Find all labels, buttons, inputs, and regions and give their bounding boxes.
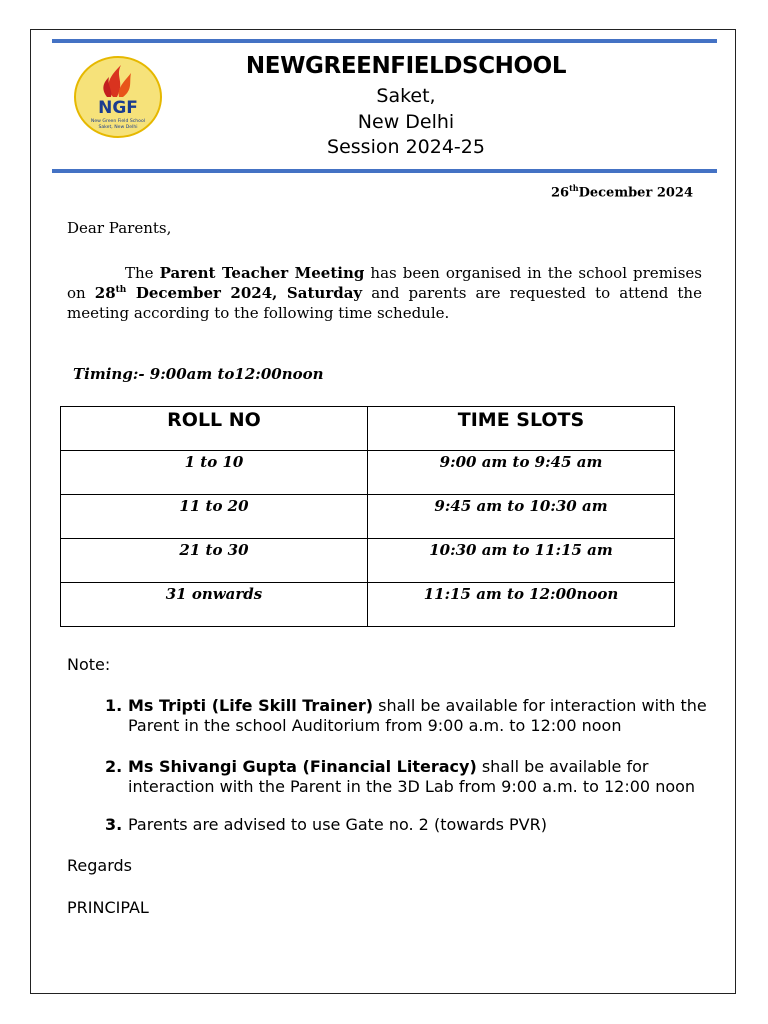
table-row [61, 583, 675, 627]
salutation: Dear Parents, [67, 219, 172, 237]
header-roll-no: ROLL NO [61, 407, 368, 451]
date-suffix: th [569, 183, 579, 193]
school-location-line2: New Delhi [357, 111, 455, 133]
slot-cell: 10:30 am to 11:15 am [368, 539, 675, 583]
date-day: 26 [550, 185, 570, 201]
roll-cell: 21 to 30 [61, 539, 368, 583]
note-bold: Ms Shivangi Gupta (Financial Literacy) [128, 757, 477, 776]
logo-text-line1: New Green Field School [90, 119, 146, 124]
para-meeting-date: 28th December 2024, Saturday [94, 284, 363, 302]
header-time-slots: TIME SLOTS [368, 407, 675, 451]
slot-cell: 11:15 am to 12:00noon [368, 583, 675, 627]
table-row [61, 539, 675, 583]
note-text: Parents are advised to use Gate no. 2 (towards PVR) [128, 815, 547, 834]
note-number: 2. [105, 757, 123, 776]
school-logo [73, 55, 163, 139]
note-number: 3. [105, 815, 123, 834]
note-bold: Ms Tripti (Life Skill Trainer) [128, 696, 374, 715]
letter-date [551, 183, 693, 200]
roll-cell: 1 to 10 [61, 451, 368, 495]
para-text-1: The [125, 264, 160, 282]
school-name: NEWGREENFIELDSCHOOL [245, 53, 567, 79]
para-text-2: has been organised in the school premises on [67, 264, 702, 302]
note-heading: Note: [67, 655, 111, 674]
note-number: 1. [105, 696, 123, 715]
school-location-line1: Saket, [376, 85, 436, 107]
school-session: Session 2024-25 [327, 136, 485, 158]
para-text-3: and parents are requested to attend the meeting according to the following time schedule. [67, 284, 702, 322]
letter-paragraph [67, 263, 702, 323]
header-rule-top [52, 39, 717, 43]
note-text: shall be available for interaction with the Parent in the school Auditorium from 9:00 a.m. to 12:00 noon [128, 696, 707, 735]
header-rule-bottom [52, 169, 717, 173]
roll-cell: 31 onwards [61, 583, 368, 627]
table-row [61, 451, 675, 495]
slot-cell: 9:45 am to 10:30 am [368, 495, 675, 539]
logo-initials: NGF [98, 98, 138, 118]
date-month-year: December 2024 [578, 185, 693, 201]
note-item [105, 815, 547, 835]
signature-principal: PRINCIPAL [67, 898, 149, 917]
closing-regards: Regards [67, 856, 132, 875]
table-row [61, 495, 675, 539]
note-item [105, 757, 715, 797]
roll-cell: 11 to 20 [61, 495, 368, 539]
slot-cell: 9:00 am to 9:45 am [368, 451, 675, 495]
timing-line: Timing:- 9:00am to12:00noon [73, 365, 324, 383]
note-item [105, 696, 715, 736]
logo-text-line2: Saket, New Delhi [98, 125, 138, 130]
note-text: shall be available for interaction with the Parent in the 3D Lab from 9:00 a.m. to 12:00 noon [128, 757, 696, 796]
schedule-table [60, 406, 675, 627]
para-meeting-name: Parent Teacher Meeting [159, 264, 365, 282]
table-header-row [61, 407, 675, 451]
